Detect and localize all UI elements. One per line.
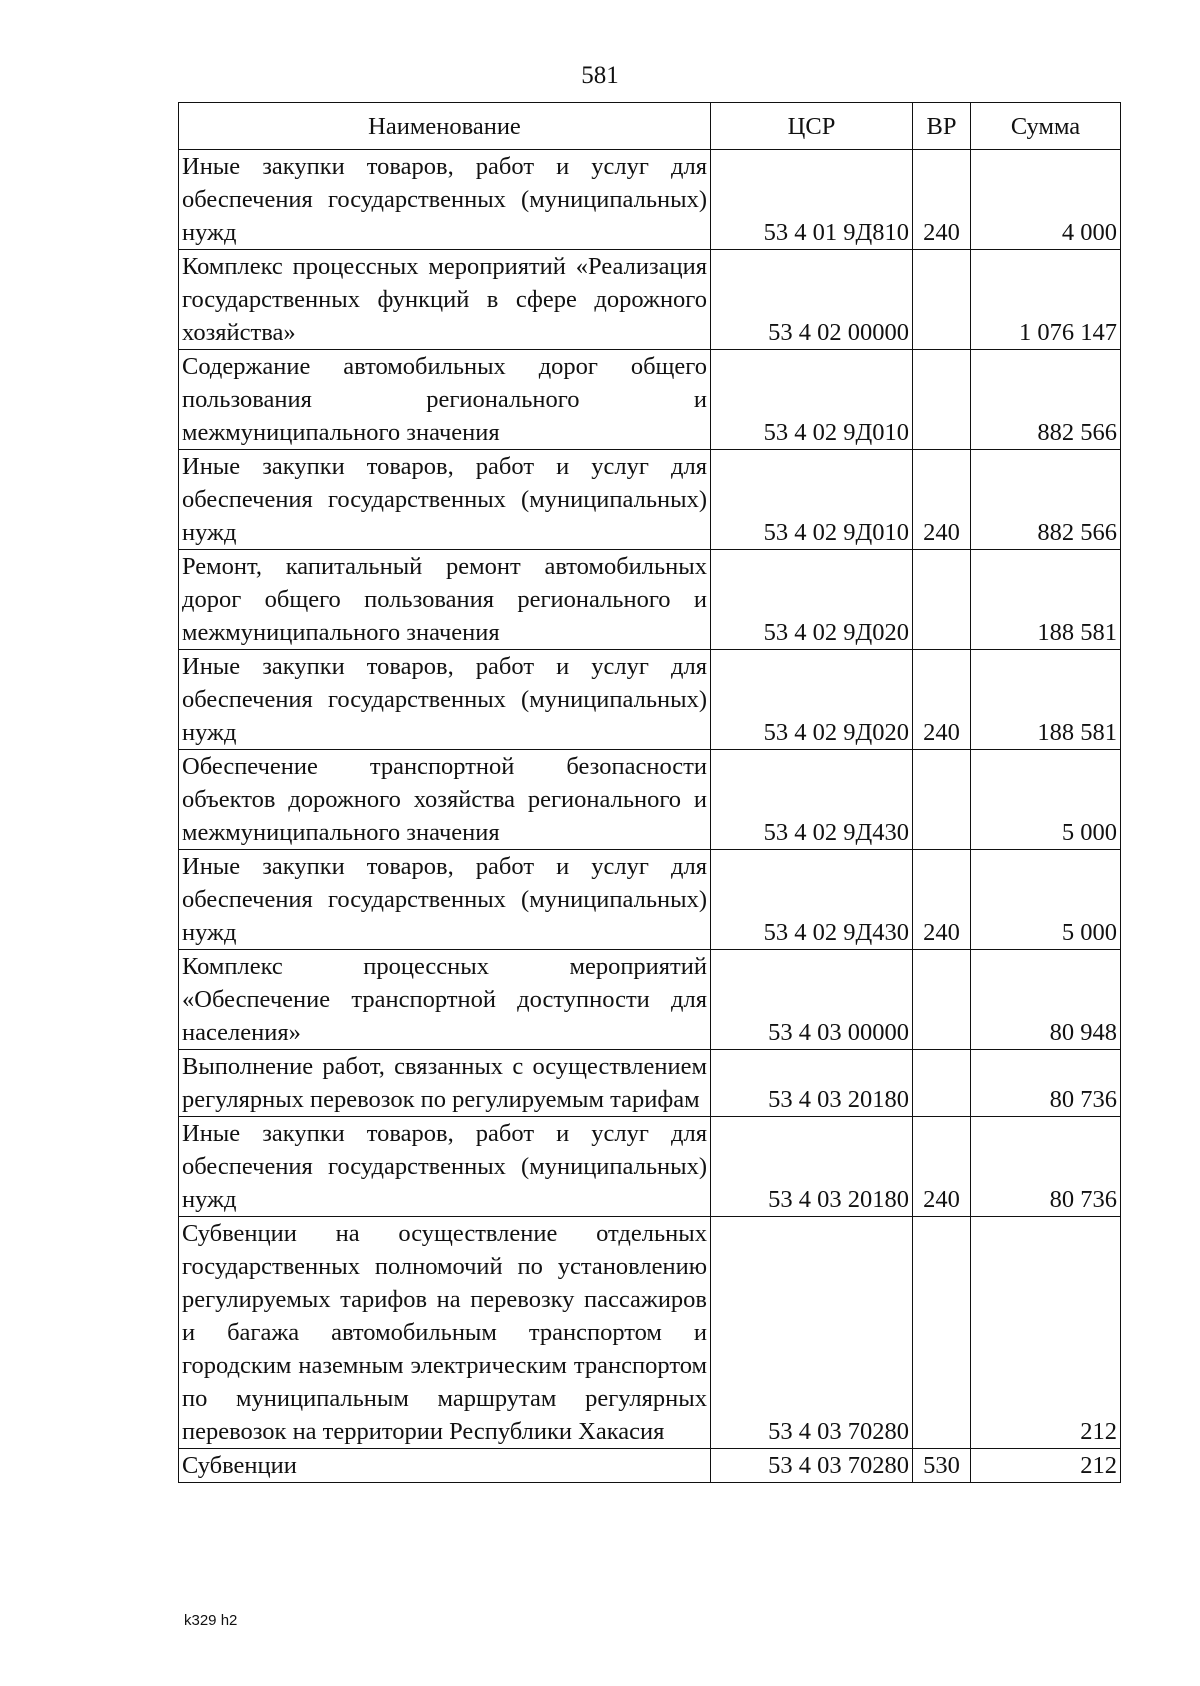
row-sum-cell: 1 076 147	[971, 250, 1121, 350]
row-csr-cell: 53 4 02 9Д430	[711, 850, 913, 950]
row-name-cell: Иные закупки товаров, работ и услуг для обеспечения государственных (муниципальных) нужд	[179, 650, 711, 750]
row-name-cell: Иные закупки товаров, работ и услуг для обеспечения государственных (муниципальных) нужд	[179, 1117, 711, 1217]
row-csr-cell: 53 4 02 9Д430	[711, 750, 913, 850]
row-csr-cell: 53 4 02 9Д010	[711, 350, 913, 450]
row-csr-cell: 53 4 02 9Д020	[711, 550, 913, 650]
row-sum-cell: 5 000	[971, 850, 1121, 950]
row-csr-cell: 53 4 03 00000	[711, 950, 913, 1050]
table-header-row	[179, 103, 1121, 150]
table-row	[179, 850, 1121, 950]
row-csr-cell: 53 4 02 00000	[711, 250, 913, 350]
table-row	[179, 1217, 1121, 1449]
table-row	[179, 550, 1121, 650]
row-vr-cell: 240	[913, 650, 971, 750]
row-name-cell: Иные закупки товаров, работ и услуг для обеспечения государственных (муниципальных) нужд	[179, 150, 711, 250]
table-row	[179, 1050, 1121, 1117]
table-row	[179, 150, 1121, 250]
header-vr: ВР	[913, 103, 971, 150]
row-name-cell: Ремонт, капитальный ремонт автомобильных дорог общего пользования регионального и межмуниципального значения	[179, 550, 711, 650]
row-csr-cell: 53 4 02 9Д020	[711, 650, 913, 750]
row-sum-cell: 882 566	[971, 450, 1121, 550]
budget-table	[178, 102, 1121, 1483]
row-vr-cell	[913, 350, 971, 450]
footer-code: k329 h2	[184, 1612, 238, 1629]
row-sum-cell: 882 566	[971, 350, 1121, 450]
header-name: Наименование	[179, 103, 711, 150]
row-name-cell: Содержание автомобильных дорог общего пользования регионального и межмуниципального значения	[179, 350, 711, 450]
table-row	[179, 950, 1121, 1050]
table-row	[179, 450, 1121, 550]
table-row	[179, 1449, 1121, 1483]
row-vr-cell	[913, 750, 971, 850]
row-vr-cell: 240	[913, 850, 971, 950]
row-vr-cell	[913, 950, 971, 1050]
header-sum: Сумма	[971, 103, 1121, 150]
row-name-cell: Обеспечение транспортной безопасности объектов дорожного хозяйства регионального и межмуниципального значения	[179, 750, 711, 850]
row-sum-cell: 212	[971, 1217, 1121, 1449]
table-row	[179, 1117, 1121, 1217]
row-csr-cell: 53 4 03 70280	[711, 1217, 913, 1449]
row-vr-cell: 240	[913, 1117, 971, 1217]
row-vr-cell: 240	[913, 150, 971, 250]
row-csr-cell: 53 4 03 20180	[711, 1050, 913, 1117]
row-vr-cell	[913, 250, 971, 350]
row-sum-cell: 80 948	[971, 950, 1121, 1050]
row-sum-cell: 188 581	[971, 550, 1121, 650]
table-body	[179, 150, 1121, 1483]
row-sum-cell: 80 736	[971, 1050, 1121, 1117]
row-name-cell: Выполнение работ, связанных с осуществлением регулярных перевозок по регулируемым тарифам	[179, 1050, 711, 1117]
row-name-cell: Субвенции на осуществление отдельных государственных полномочий по установлению регулируемых тарифов на перевозку пассажиров и багажа автомобильным транспортом и городским наземным электрическим транспортом по муниципальным маршрутам регулярных перевозок на территории Республики Хакасия	[179, 1217, 711, 1449]
row-vr-cell: 240	[913, 450, 971, 550]
row-sum-cell: 5 000	[971, 750, 1121, 850]
row-name-cell: Иные закупки товаров, работ и услуг для обеспечения государственных (муниципальных) нужд	[179, 850, 711, 950]
row-name-cell: Субвенции	[179, 1449, 711, 1483]
row-vr-cell	[913, 550, 971, 650]
table-row	[179, 250, 1121, 350]
row-sum-cell: 4 000	[971, 150, 1121, 250]
row-csr-cell: 53 4 03 20180	[711, 1117, 913, 1217]
row-csr-cell: 53 4 03 70280	[711, 1449, 913, 1483]
row-name-cell: Комплекс процессных мероприятий «Обеспечение транспортной доступности для населения»	[179, 950, 711, 1050]
row-name-cell: Комплекс процессных мероприятий «Реализация государственных функций в сфере дорожного хозяйства»	[179, 250, 711, 350]
row-sum-cell: 188 581	[971, 650, 1121, 750]
row-csr-cell: 53 4 02 9Д010	[711, 450, 913, 550]
row-name-cell: Иные закупки товаров, работ и услуг для обеспечения государственных (муниципальных) нужд	[179, 450, 711, 550]
row-sum-cell: 212	[971, 1449, 1121, 1483]
table-row	[179, 750, 1121, 850]
page-number: 581	[581, 62, 619, 89]
table-row	[179, 350, 1121, 450]
header-csr: ЦСР	[711, 103, 913, 150]
row-vr-cell	[913, 1050, 971, 1117]
row-sum-cell: 80 736	[971, 1117, 1121, 1217]
row-csr-cell: 53 4 01 9Д810	[711, 150, 913, 250]
table-row	[179, 650, 1121, 750]
row-vr-cell: 530	[913, 1449, 971, 1483]
row-vr-cell	[913, 1217, 971, 1449]
